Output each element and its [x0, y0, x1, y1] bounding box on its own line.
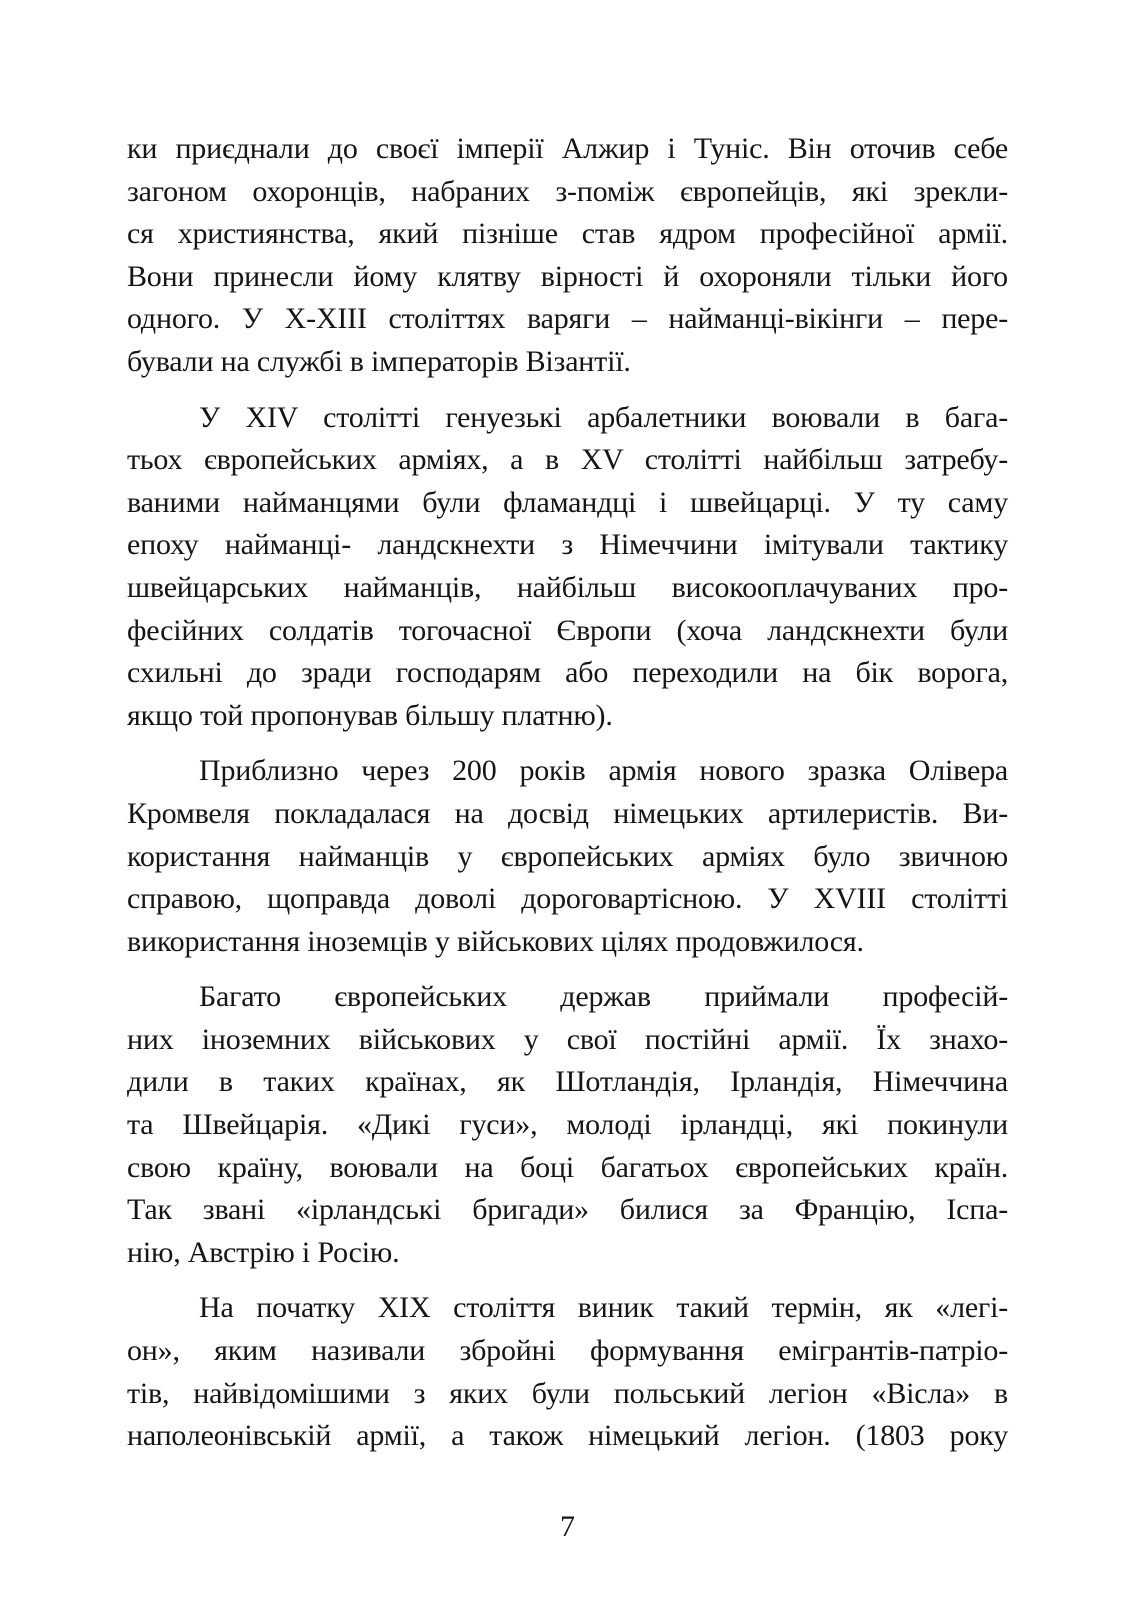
paragraph — [127, 128, 1008, 384]
text-line: справою, щоправда доволі дороговартісною. У XVIII столітті — [127, 882, 1008, 916]
text-line: Вони принесли йому клятву вірності й охороняли тільки його — [127, 259, 1008, 293]
paragraph — [127, 750, 1008, 963]
text-line: одного. У X-XIII століттях варяги – найманці-вікінги – пере- — [127, 302, 1008, 336]
text-line: схильні до зради господарям або переходили на бік ворога, — [127, 656, 1008, 690]
text-line: он», яким називали збройні формування емігрантів-патріо- — [127, 1334, 1008, 1368]
text-line: Кромвеля покладалася на досвід німецьких артилеристів. Ви- — [127, 796, 1008, 830]
text-line: дили в таких країнах, як Шотландія, Ірландія, Німеччина — [127, 1065, 1008, 1099]
text-line: ваними найманцями були фламандці і швейцарці. У ту саму — [127, 485, 1008, 519]
paragraph — [127, 976, 1008, 1274]
text-line: ки приєднали до своєї імперії Алжир і Туніс. Він оточив себе — [127, 132, 1008, 165]
text-line: фесійних солдатів тогочасної Європи (хоча ландскнехти були — [127, 613, 1008, 647]
text-line: Багато європейських держав приймали професій- — [199, 980, 1008, 1014]
text-line: бували на службі в імператорів Візантії. — [127, 344, 631, 378]
text-line: Так звані «ірландські бригади» билися за Францію, Іспа- — [127, 1193, 1008, 1227]
text-line: тьох європейських арміях, а в XV столітті найбільш затребу- — [127, 443, 1008, 477]
text-line: та Швейцарія. «Дикі гуси», молоді ірландці, які покинули — [127, 1108, 1008, 1142]
text-line: них іноземних військових у свої постійні армії. Їх знахо- — [127, 1022, 1008, 1056]
text-line: наполеонівській армії, а також німецький легіон. (1803 року — [127, 1419, 1008, 1453]
paragraph — [127, 1287, 1008, 1457]
text-line: загоном охоронців, набраних з-поміж європейців, які зрекли- — [127, 174, 1008, 208]
paragraph — [127, 397, 1008, 738]
page-text — [127, 128, 1008, 1458]
page-number: 7 — [560, 1510, 575, 1543]
text-line: швейцарських найманців, найбільш високооплачуваних про- — [127, 570, 1008, 604]
text-line: використання іноземців у військових цілях продовжилося. — [127, 924, 864, 958]
text-line: свою країну, воювали на боці багатьох європейських країн. — [127, 1150, 1008, 1184]
text-line: користання найманців у європейських арміях було звичною — [127, 839, 1008, 873]
text-line: У XIV столітті генуезькі арбалетники воювали в бага- — [199, 400, 1008, 434]
text-line: ся християнства, який пізніше став ядром професійної армії. — [127, 217, 1008, 251]
text-line: нію, Австрію і Росію. — [127, 1235, 400, 1269]
text-line: На початку XIX століття виник такий термін, як «легі- — [199, 1291, 1008, 1325]
text-line: епоху найманці- ландскнехти з Німеччини імітували тактику — [127, 528, 1008, 562]
text-line: якщо той пропонував більшу платню). — [127, 698, 613, 732]
text-line: Приблизно через 200 років армія нового зразка Олівера — [199, 754, 1008, 788]
text-line: тів, найвідомішими з яких були польський легіон «Вісла» в — [127, 1376, 1008, 1410]
